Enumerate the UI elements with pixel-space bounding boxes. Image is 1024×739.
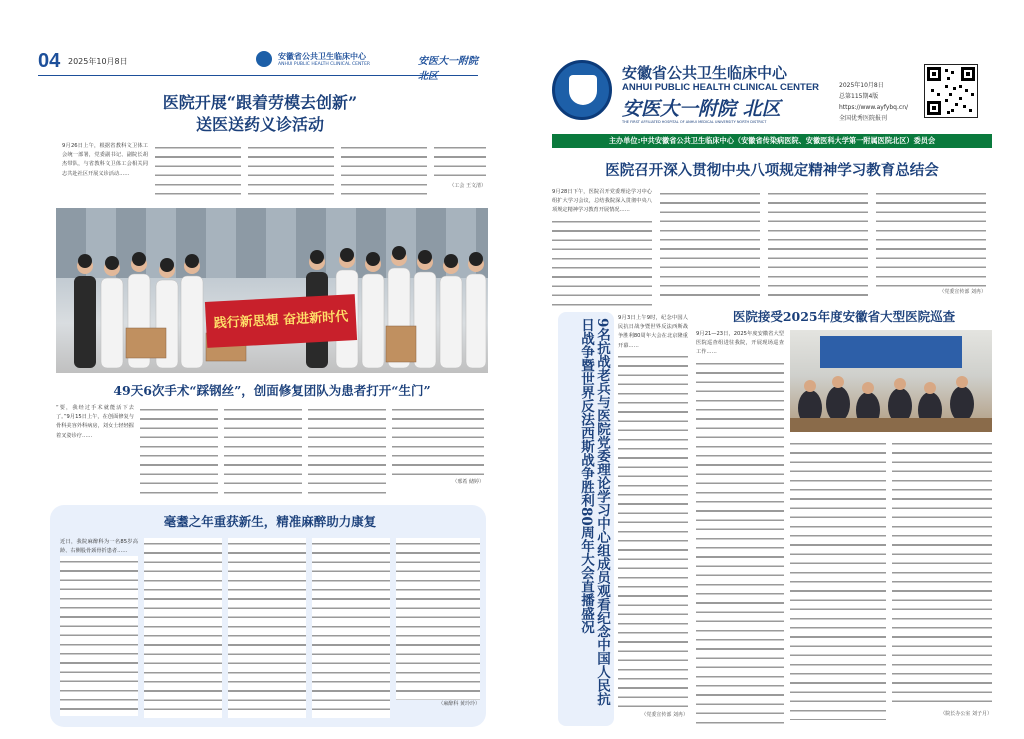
article2-col3: [224, 404, 302, 496]
masthead-org-name: 安徽省公共卫生临床中心: [622, 64, 788, 82]
right-article2-vertical-panel: [558, 312, 614, 726]
article2-col2: [140, 404, 218, 496]
right-article3-body-intro: 9月21—23日，2025年度安徽省大型医院巡查组进驻我院，开展现场巡查工作……: [696, 331, 784, 356]
qr-code-icon: [924, 64, 978, 118]
article1-group-photo: [56, 208, 488, 373]
sponsor-bar: [552, 134, 992, 148]
article3-col5: [396, 538, 480, 718]
right-article1-col4-lines: [876, 188, 986, 288]
article1-col5: [434, 142, 486, 202]
article1-body-intro: 9月26日上午，根据省教科文卫体工会统一部署，党委副书记、副院长胡杰带队，与省教科文卫体工会相关同志共赴社区开展义诊活动……: [62, 143, 148, 177]
masthead-url[interactable]: https://www.ayfybq.cn/: [839, 104, 909, 111]
emblem-shield: [569, 75, 597, 105]
left-page-header: [38, 50, 478, 82]
article2-col1: [56, 404, 134, 496]
article1-headline-line1: 医院开展“跟着劳模去创新”: [162, 93, 358, 112]
article2-col5-lines: [392, 404, 484, 478]
right-article2-vertical-headline: 9名抗战老兵与医院党委理论学习中心组成员观看纪念中国人民抗日战争暨世界反法西斯战争胜利80周年大会直播盛况: [578, 318, 610, 706]
masthead-logo-en: THE FIRST AFFILIATED HOSPITAL OF ANHUI MEDICAL UNIVERSITY NORTH DISTRICT: [622, 120, 767, 124]
left-header-org-name-en: ANHUI PUBLIC HEALTH CLINICAL CENTER: [278, 62, 371, 67]
right-article3-col1: [696, 330, 784, 720]
hospital-emblem-icon: [552, 60, 612, 120]
right-article3-meeting-photo: [790, 330, 992, 432]
article1-headline-line2: 送医送药义诊活动: [195, 115, 324, 134]
article1-banner: 践行新思想 奋进新时代: [205, 294, 357, 348]
masthead-issue: 总第115期4版: [839, 93, 879, 100]
article3-headline: 毫耋之年重获新生，精准麻醉助力康复: [163, 514, 377, 529]
article3-col2: [144, 538, 222, 718]
right-page: [512, 0, 1024, 739]
article1-col1: [62, 142, 148, 202]
sponsor-bar-text: 主办单位:中共安徽省公共卫生临床中心（安徽省传染病医院、安徽医科大学第一附属医院北区）委员会: [608, 136, 936, 145]
page-number: 04: [38, 50, 61, 72]
left-header-date: 2025年10月8日: [68, 57, 128, 66]
right-article2-body-intro: 9月3日上午9时，纪念中国人民抗日战争暨世界反法西斯战争胜利80周年大会在北京隆重开幕……: [618, 315, 688, 349]
right-article3-headline: 医院接受2025年度安徽省大型医院巡查: [732, 309, 956, 324]
right-article1-col4: [876, 188, 986, 308]
right-article3-col2: [790, 438, 886, 720]
masthead-award: 全国优秀医院报刊: [839, 115, 888, 122]
article3-credit: （麻醉科 黄玲玲）: [438, 701, 480, 707]
article1-credit: （工会 王文清）: [449, 183, 486, 189]
article2-col5: [392, 404, 484, 496]
article1-headline: [60, 92, 460, 136]
right-article1-credit: （党委宣传部 刘冉）: [939, 289, 986, 295]
masthead-meta: [839, 80, 908, 124]
right-article2-credit: （党委宣传部 刘冉）: [641, 711, 688, 718]
article1-col2: [155, 142, 241, 202]
right-article3-col1-lines: [696, 358, 784, 728]
right-article1-body-intro: 9月28日下午，医院召开党委理论学习中心组扩大学习会议，总结我院深入贯彻中央八项规定精神学习教育开展情况……: [552, 189, 652, 214]
article3-col3: [228, 538, 306, 718]
article2-headline: 49天6次手术“踩钢丝”，创面修复团队为患者打开“生门”: [113, 383, 431, 398]
right-article3-col3: [892, 438, 992, 728]
right-article2-col1-lines: [618, 351, 688, 711]
right-article1-col2: [660, 188, 760, 300]
masthead-org-name-en: ANHUI PUBLIC HEALTH CLINICAL CENTER: [622, 82, 820, 93]
article3-col4: [312, 538, 390, 718]
right-article1-col3: [768, 188, 868, 300]
article3-body-intro: 近日，我院麻醉科为一名85岁高龄、右侧股骨颈骨折患者……: [60, 539, 138, 555]
article1-col4: [341, 142, 427, 202]
masthead-calligraphy: 安医大一附院 北区: [622, 98, 781, 120]
article2-col4: [308, 404, 386, 496]
article3-col5-lines: [396, 538, 480, 700]
article3-col1: [60, 538, 138, 718]
right-article1-headline: 医院召开深入贯彻中央八项规定精神学习教育总结会: [605, 162, 939, 179]
article2-credit: （邢希 储婷）: [452, 479, 484, 485]
article1-col5-lines: [434, 142, 486, 182]
article1-col3: [248, 142, 334, 202]
article3-col1-lines: [60, 556, 138, 716]
qr-pattern: [925, 65, 977, 117]
article2-body-intro: “要，我经过手术就能活下去了。”9月15日上午，在创面修复与骨科美容外科病房，刘女士轻轻握着叉姿诊疗……: [56, 405, 134, 439]
masthead-date: 2025年10月8日: [839, 82, 884, 89]
right-article3-credit: （院长办公室 刘子月）: [940, 711, 992, 717]
right-article1-col1-lines: [552, 216, 652, 306]
people-figures: [56, 208, 488, 373]
right-article1-col1: [552, 188, 652, 300]
left-header-org-name: 安徽省公共卫生临床中心: [278, 52, 366, 61]
hospital-logo-icon: [256, 51, 272, 67]
right-article3-col3-lines: [892, 438, 992, 710]
right-article2-col1: [618, 314, 688, 718]
meeting-attendees: [790, 330, 992, 432]
left-header-calligraphy: 安医大一附院 北区: [418, 56, 478, 82]
